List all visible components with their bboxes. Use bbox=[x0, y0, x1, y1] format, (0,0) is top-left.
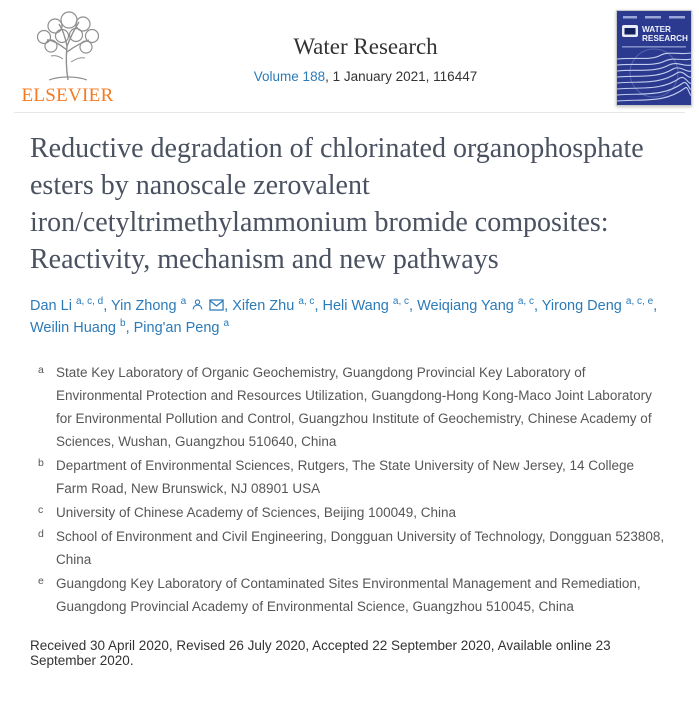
volume-link[interactable]: Volume 188 bbox=[253, 69, 326, 85]
author-affiliation-sup: a, c bbox=[298, 296, 315, 308]
affiliation-text: Department of Environmental Sciences, Rutgers, The State University of New Jersey, 14 College Farm Road, New Brunswick, NJ 08901 USA bbox=[56, 458, 635, 496]
issue-info: , 1 January 2021, 116447 bbox=[325, 69, 478, 85]
author-separator: , bbox=[533, 298, 542, 314]
affiliation-text: State Key Laboratory of Organic Geochemistry, Guangdong Provincial Key Laboratory of Environmental Protection and Resources Utilization, Guangdong-Hong Kong-Maco Joint Laboratory for Environmental Pollution and Control, Guangzhou Institute of Geochemistry, Chinese Academy of Sciences, Wushan, Guangzhou 510640, China bbox=[56, 365, 652, 449]
author-link[interactable]: Yin Zhong $^a$ bbox=[111, 298, 224, 314]
affiliation-item bbox=[38, 572, 668, 618]
author-affiliation-sup: b bbox=[120, 318, 126, 330]
cover-title-line1: WATER bbox=[642, 25, 671, 34]
article-head bbox=[0, 130, 699, 668]
affiliation-list bbox=[38, 361, 668, 618]
cover-title-line2: RESEARCH bbox=[642, 34, 688, 43]
author-separator: , bbox=[103, 298, 111, 314]
journal-title-block bbox=[115, 10, 616, 84]
author-affiliation-sup: a, c, d bbox=[75, 296, 104, 308]
header-divider bbox=[14, 112, 685, 113]
person-icon[interactable] bbox=[191, 297, 204, 318]
affiliation-text: School of Environment and Civil Engineering, Dongguan University of Technology, Dongguan 523808, China bbox=[56, 529, 665, 567]
article-title: Reductive degradation of chlorinated organophosphate esters by nanoscale zerovalent iron/cetyltrimethylammonium bromide composites: Reactivity, mechanism and new pathways bbox=[30, 133, 644, 275]
affiliation-text: University of Chinese Academy of Sciences, Beijing 100049, China bbox=[56, 505, 456, 520]
affiliation-label: c bbox=[38, 504, 44, 516]
affiliation-label: d bbox=[38, 528, 44, 540]
volume-issue-line bbox=[115, 69, 616, 84]
author-affiliation-sup: a, c, e bbox=[625, 296, 654, 308]
author-link[interactable]: Yirong Deng $^{a, c, e}$ bbox=[541, 296, 654, 314]
affiliation-item bbox=[38, 501, 668, 524]
article-dates: Received 30 April 2020, Revised 26 July 2020, Accepted 22 September 2020, Available online 23 September 2020. bbox=[30, 638, 611, 668]
affiliation-label: a bbox=[38, 364, 44, 376]
elsevier-tree-icon bbox=[29, 10, 107, 84]
affiliation-label: e bbox=[38, 575, 44, 587]
author-link[interactable]: Ping'an Peng $^a$ bbox=[133, 318, 230, 336]
envelope-icon[interactable] bbox=[209, 297, 224, 318]
author-link[interactable]: Heli Wang $^{a, c}$ bbox=[322, 296, 410, 314]
elsevier-logo[interactable] bbox=[20, 10, 115, 105]
author-link[interactable]: Xifen Zhu $^{a, c}$ bbox=[232, 296, 315, 314]
affiliation-text: Guangdong Key Laboratory of Contaminated Sites Environmental Management and Remediation, Guangdong Provincial Academy of Environmental Science, Guangzhou 510045, China bbox=[56, 576, 641, 614]
affiliation-label: b bbox=[38, 457, 44, 469]
author-affiliation-sup: a, c bbox=[392, 296, 410, 308]
author-affiliation-sup: a bbox=[223, 318, 230, 330]
author-affiliation-sup: a, c bbox=[517, 296, 534, 308]
author-list bbox=[30, 296, 669, 339]
affiliation-item bbox=[38, 525, 668, 571]
author-affiliation-sup: a bbox=[180, 296, 187, 308]
author-separator: , bbox=[653, 298, 658, 314]
affiliation-item bbox=[38, 361, 668, 453]
author-separator: , bbox=[314, 298, 323, 314]
author-separator: , bbox=[409, 298, 418, 314]
journal-cover-thumbnail[interactable] bbox=[616, 10, 692, 106]
elsevier-wordmark: ELSEVIER bbox=[21, 85, 114, 106]
affiliation-item bbox=[38, 454, 668, 500]
author-separator: , bbox=[224, 298, 233, 314]
author-link[interactable]: Weilin Huang $^b$ bbox=[30, 318, 126, 336]
journal-title-link[interactable]: Water Research bbox=[293, 34, 438, 59]
author-link[interactable]: Dan Li $^{a, c, d}$ bbox=[30, 296, 104, 314]
author-separator: , bbox=[125, 320, 134, 336]
author-link[interactable]: Weiqiang Yang $^{a, c}$ bbox=[417, 296, 534, 314]
journal-banner bbox=[0, 0, 699, 110]
